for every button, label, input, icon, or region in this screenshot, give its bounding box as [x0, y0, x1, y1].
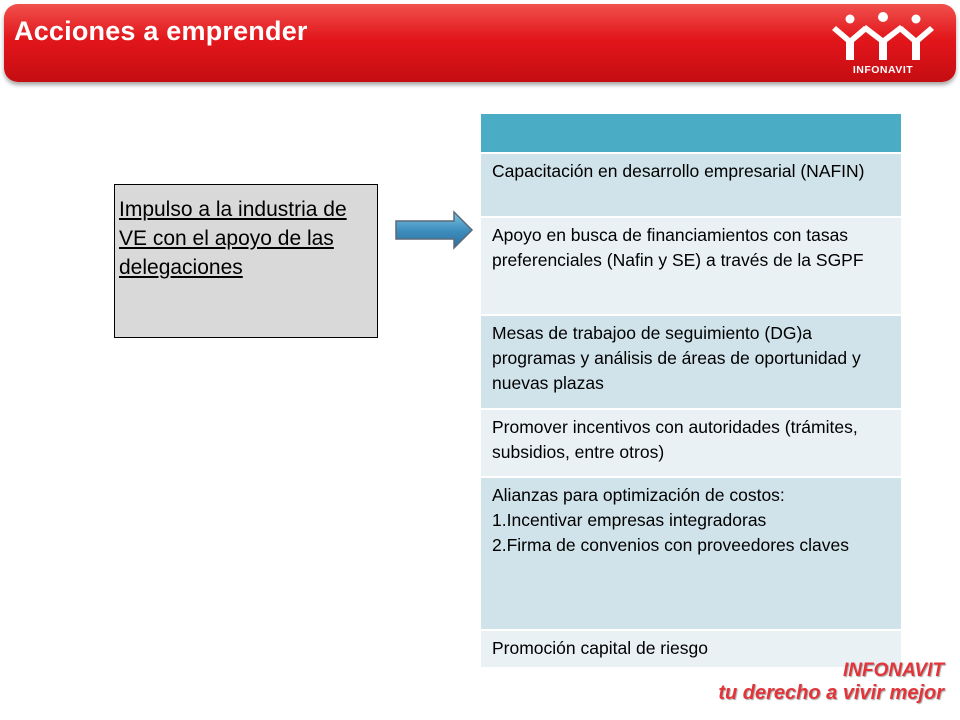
infonavit-logo [828, 12, 938, 78]
initiative-text: Impulso a la industria de VE con el apoyo de las delegaciones [119, 198, 347, 279]
logo-wordmark: INFONAVIT [852, 64, 914, 76]
title-bar [4, 4, 956, 82]
table-row: Promover incentivos con autoridades (trámites, subsidios, entre otros) [481, 408, 901, 476]
footer-brand: INFONAVIT [843, 660, 944, 681]
actions-table [481, 114, 901, 667]
footer-branding [718, 660, 944, 705]
table-row: Apoyo en busca de financiamientos con tasas preferenciales (Nafin y SE) a través de la SGPF [481, 216, 901, 314]
table-row: Alianzas para optimización de costos: 1.Incentivar empresas integradoras 2.Firma de convenios con proveedores claves [481, 476, 901, 629]
table-header [481, 114, 901, 152]
table-row: Promoción capital de riesgo [481, 629, 901, 667]
initiative-box [114, 184, 378, 338]
right-arrow-icon [394, 210, 474, 250]
footer-tagline: tu derecho a vivir mejor [718, 682, 944, 704]
table-row: Mesas de trabajoo de seguimiento (DG)a programas y análisis de áreas de oportunidad y nuevas plazas [481, 314, 901, 408]
logo-figures-icon [828, 12, 938, 64]
table-row: Capacitación en desarrollo empresarial (NAFIN) [481, 152, 901, 216]
slide-title: Acciones a emprender [14, 16, 308, 46]
